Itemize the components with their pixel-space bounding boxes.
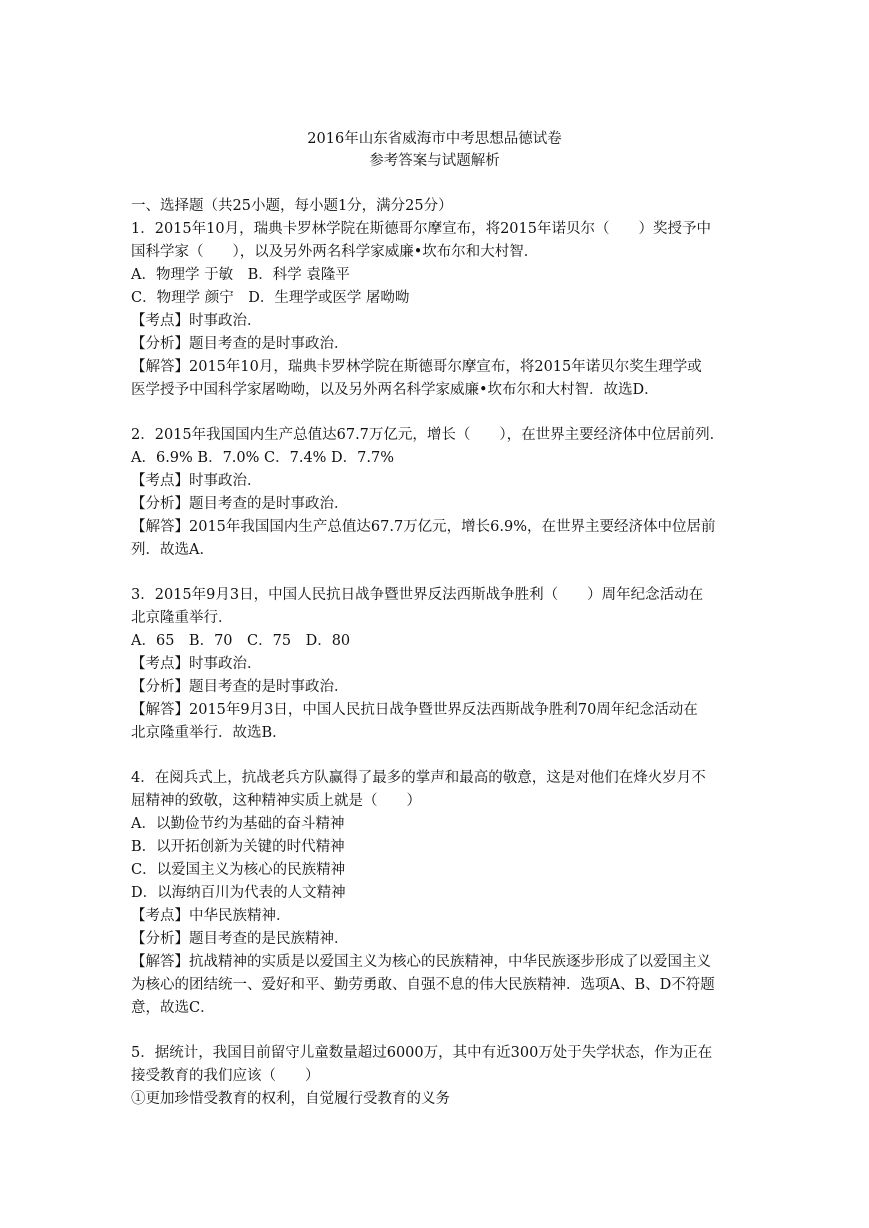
fenxi-line: 【分析】题目考查的是时事政治． bbox=[131, 679, 349, 695]
section-header: 一、选择题（共25小题，每小题1分，满分25分） bbox=[131, 198, 453, 214]
question-line: 屈精神的致敬，这种精神实质上就是（ ） bbox=[131, 793, 421, 809]
option-line: B．以开拓创新为关键的时代精神 bbox=[131, 839, 345, 855]
document-subtitle: 参考答案与试题解析 bbox=[369, 153, 500, 169]
jieda-line: 【解答】2015年10月，瑞典卡罗林学院在斯德哥尔摩宣布，将2015年诺贝尔奖生理学或 bbox=[131, 359, 702, 375]
jieda-line: 意，故选C． bbox=[131, 1000, 215, 1016]
kaodian-line: 【考点】时事政治． bbox=[131, 313, 262, 329]
statement-line: ①更加珍惜受教育的权利，自觉履行受教育的义务 bbox=[131, 1091, 450, 1107]
fenxi-line: 【分析】题目考查的是民族精神． bbox=[131, 931, 349, 947]
question-line: 1．2015年10月，瑞典卡罗林学院在斯德哥尔摩宣布，将2015年诺贝尔（ ）奖授予中 bbox=[131, 221, 711, 237]
question-line: 4．在阅兵式上，抗战老兵方队赢得了最多的掌声和最高的敬意，这是对他们在烽火岁月不 bbox=[131, 770, 706, 786]
jieda-line: 【解答】2015年我国国内生产总值达67.7万亿元，增长6.9%，在世界主要经济体中位居前 bbox=[131, 519, 716, 535]
fenxi-line: 【分析】题目考查的是时事政治． bbox=[131, 496, 349, 512]
jieda-line: 列．故选A． bbox=[131, 542, 214, 558]
option-line: A．物理学 于敏 B．科学 袁隆平 bbox=[131, 267, 350, 283]
jieda-line: 【解答】2015年9月3日，中国人民抗日战争暨世界反法西斯战争胜利70周年纪念活动在 bbox=[131, 702, 698, 718]
jieda-line: 【解答】抗战精神的实质是以爱国主义为核心的民族精神，中华民族逐步形成了以爱国主义 bbox=[131, 954, 711, 970]
kaodian-line: 【考点】时事政治． bbox=[131, 656, 262, 672]
question-line: 北京隆重举行． bbox=[131, 610, 233, 626]
question-line: 5．据统计，我国目前留守儿童数量超过6000万，其中有近300万处于失学状态，作为正在 bbox=[131, 1045, 713, 1061]
question-line: 接受教育的我们应该（ ） bbox=[131, 1068, 320, 1084]
kaodian-line: 【考点】中华民族精神． bbox=[131, 908, 291, 924]
document-title: 2016年山东省威海市中考思想品德试卷 bbox=[307, 131, 562, 147]
question-line: 2．2015年我国国内生产总值达67.7万亿元，增长（ ），在世界主要经济体中位居前列． bbox=[131, 427, 725, 443]
jieda-line: 北京隆重举行．故选B． bbox=[131, 725, 287, 741]
jieda-line: 为核心的团结统一、爱好和平、勤劳勇敢、自强不息的伟大民族精神．选项A、B、D不符题 bbox=[131, 977, 715, 993]
question-line: 3．2015年9月3日，中国人民抗日战争暨世界反法西斯战争胜利（ ）周年纪念活动在 bbox=[131, 587, 704, 603]
option-line: A．6.9% B．7.0% C．7.4% D．7.7% bbox=[131, 450, 395, 466]
jieda-line: 医学授予中国科学家屠呦呦，以及另外两名科学家威廉•坎布尔和大村智．故选D． bbox=[131, 382, 659, 398]
question-line: 国科学家（ ），以及另外两名科学家威廉•坎布尔和大村智． bbox=[131, 244, 539, 260]
option-line: A．以勤俭节约为基础的奋斗精神 bbox=[131, 816, 345, 832]
option-line: A．65 B．70 C．75 D．80 bbox=[131, 633, 351, 649]
option-line: C．物理学 颜宁 D．生理学或医学 屠呦呦 bbox=[131, 290, 410, 306]
kaodian-line: 【考点】时事政治． bbox=[131, 473, 262, 489]
option-line: C．以爱国主义为核心的民族精神 bbox=[131, 862, 346, 878]
option-line: D．以海纳百川为代表的人文精神 bbox=[131, 885, 346, 901]
fenxi-line: 【分析】题目考查的是时事政治． bbox=[131, 336, 349, 352]
